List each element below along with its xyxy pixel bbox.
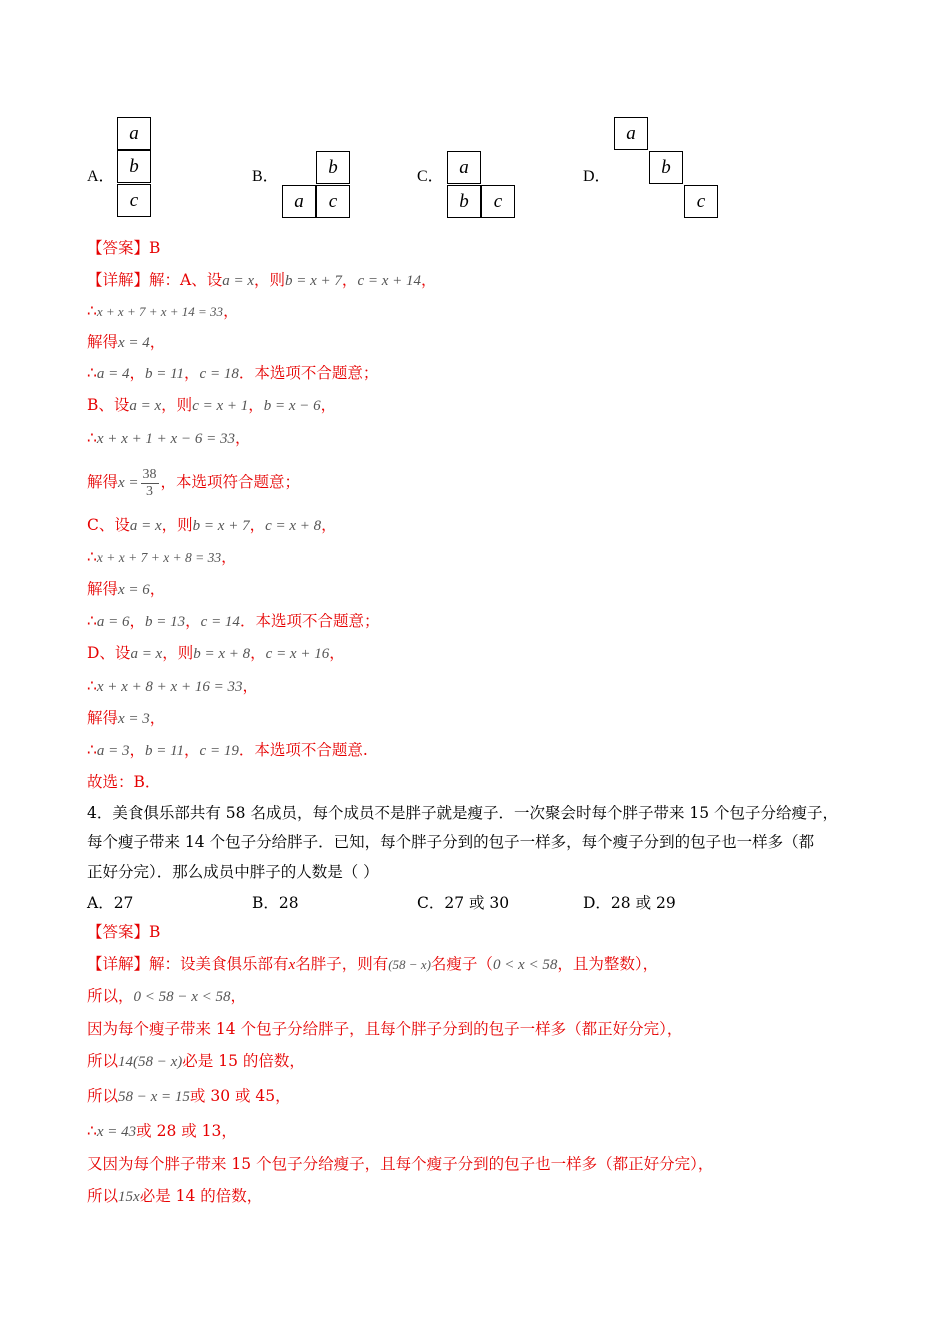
option-a-cell-bottom: c [117, 184, 151, 217]
fraction-numerator: 38 [142, 466, 157, 482]
math: a = 6 [96, 614, 130, 630]
math: x + x + 8 + x + 16 = 33 [96, 679, 243, 695]
therefore-symbol: ∴ [87, 741, 97, 759]
math: 14(58 − x) [118, 1054, 183, 1070]
text: ， [329, 644, 345, 662]
option-a-cell-middle: b [117, 150, 151, 183]
text: ， [149, 709, 166, 727]
math: x = 3 [118, 711, 150, 727]
math: x + x + 1 + x − 6 = 33 [96, 431, 235, 447]
math: x = 43 [96, 1124, 137, 1140]
detail-label: 【详解】 [87, 955, 150, 973]
q3-conclusion: 故选：B． [87, 773, 161, 791]
math: b = x + 8 [193, 646, 251, 662]
math: x + x + 7 + x + 14 = 33 [96, 304, 224, 319]
text: ．本选项不合题意； [239, 612, 380, 630]
math: x [288, 957, 296, 973]
q3-detail-line-3 [87, 332, 165, 353]
text: ， [248, 396, 264, 414]
math: x = 4 [118, 335, 150, 351]
q3-detail-line-6 [87, 428, 250, 449]
q3-detail-line-10 [87, 579, 165, 600]
therefore-symbol: ∴ [87, 302, 97, 320]
text: ， [320, 396, 337, 414]
therefore-symbol: ∴ [87, 1122, 97, 1140]
option-b-cell-right: c [316, 185, 350, 218]
q3-detail-line-7 [87, 465, 300, 500]
math: c = 14 [200, 614, 240, 630]
text: ，则 [162, 644, 194, 662]
option-c-cell-right: c [481, 185, 515, 218]
text: ， [129, 364, 146, 382]
q4-detail-line-5 [87, 1086, 291, 1107]
therefore-symbol: ∴ [87, 429, 97, 447]
q3-detail-line-15 [87, 740, 368, 761]
text: ， [234, 429, 251, 447]
text: 所以， [87, 987, 134, 1005]
q3-detail-line-13 [87, 676, 258, 697]
q4-question-line-3: 正好分完）．那么成员中胖子的人数是（ ） [87, 863, 379, 881]
text: 解：A、设 [149, 271, 223, 289]
text: 或 28 或 13， [136, 1122, 237, 1140]
math: b = x − 6 [263, 398, 321, 414]
q3-detail-line-5 [87, 395, 336, 416]
option-c-cell-left: b [447, 185, 481, 218]
q4-choice-d: D．28 或 29 [583, 894, 676, 912]
math: a = x [129, 398, 162, 414]
math: c = x + 1 [192, 398, 249, 414]
text: ，本选项符合题意； [160, 473, 301, 491]
text: ， [421, 271, 437, 289]
text: 解得 [87, 473, 119, 491]
q3-detail-line-11 [87, 611, 379, 632]
therefore-symbol: ∴ [87, 612, 97, 630]
option-b-cell-top: b [316, 151, 350, 184]
text: 解得 [87, 709, 119, 727]
text: ， [129, 612, 146, 630]
q4-question-line-2: 每个瘦子带来 14 个包子分给胖子．已知，每个胖子分到的包子一样多，每个瘦子分到的包子也一样多（都 [87, 833, 815, 851]
math: x = [118, 475, 139, 491]
q4-detail-line-6 [87, 1121, 237, 1142]
option-b-cell-left: a [282, 185, 316, 218]
text: 解：设美食俱乐部有 [149, 955, 289, 973]
text: 名胖子，则有 [295, 955, 389, 973]
text: ．本选项不合题意； [238, 364, 379, 382]
therefore-symbol: ∴ [87, 364, 97, 382]
text: ， [221, 548, 237, 566]
math: (58 − x) [388, 957, 431, 972]
q4-question-line-1: 4．美食俱乐部共有 58 名成员，每个成员不是胖子就是瘦子．一次聚会时每个胖子带来 15 个包子分给瘦子， [87, 804, 839, 822]
text: C、设 [87, 516, 130, 534]
q4-choice-c: C．27 或 30 [417, 894, 510, 912]
text: D、设 [87, 644, 131, 662]
text: ， [184, 364, 200, 382]
option-a-cell-top: a [117, 117, 151, 150]
text: 解得 [87, 333, 119, 351]
math: 0 < 58 − x < 58 [133, 989, 231, 1005]
therefore-symbol: ∴ [87, 548, 97, 566]
q3-detail-line-14 [87, 708, 165, 729]
math: a = x [130, 646, 163, 662]
text: 所以 [87, 1087, 119, 1105]
q4-detail-line-2 [87, 986, 246, 1007]
q3-detail-line-1 [87, 270, 437, 291]
math: x + x + 7 + x + 8 = 33 [96, 550, 222, 565]
fraction-denominator: 3 [146, 483, 154, 499]
math: c = 18 [199, 366, 239, 382]
math: b = x + 7 [192, 518, 250, 534]
text: ， [249, 516, 266, 534]
text: 或 30 或 45， [189, 1087, 291, 1105]
text: ， [149, 333, 166, 351]
therefore-symbol: ∴ [87, 677, 97, 695]
q3-detail-line-8 [87, 515, 337, 536]
text: ， [250, 644, 266, 662]
text: 解得 [87, 580, 119, 598]
q4-detail-line-1 [87, 954, 658, 975]
q3-detail-line-4 [87, 363, 378, 384]
text: ， [185, 612, 201, 630]
math: a = x [129, 518, 162, 534]
math: c = x + 8 [265, 518, 322, 534]
option-b-label: B． [252, 168, 279, 185]
text: ， [242, 677, 258, 695]
text: 必是 15 的倍数， [182, 1052, 305, 1070]
text: ，则 [254, 271, 286, 289]
q4-detail-line-4 [87, 1051, 305, 1072]
option-c-label: C． [417, 168, 444, 185]
q4-detail-line-3: 因为每个瘦子带来 14 个包子分给胖子，且每个胖子分到的包子一样多（都正好分完）， [87, 1020, 683, 1038]
text: ，且为整数）， [557, 955, 659, 973]
q4-choice-b: B．28 [252, 894, 299, 912]
q3-answer: 【答案】B [87, 239, 161, 257]
text: 所以 [87, 1187, 119, 1205]
q3-detail-line-2 [87, 301, 239, 322]
math: 58 − x = 15 [118, 1089, 190, 1105]
q3-detail-line-9 [87, 547, 237, 568]
text: ， [223, 302, 239, 320]
text: 名瘦子（ [430, 955, 493, 973]
q4-detail-line-7: 又因为每个胖子带来 15 个包子分给瘦子，且每个瘦子分到的包子也一样多（都正好分完）， [87, 1155, 714, 1173]
text: ，则 [161, 396, 193, 414]
option-c-cell-top: a [447, 151, 481, 184]
text: ，则 [161, 516, 193, 534]
text: ．本选项不合题意. [238, 741, 368, 759]
option-d-cell-1: a [614, 117, 648, 150]
math: 0 < x < 58 [492, 957, 558, 973]
math: c = x + 16 [265, 646, 330, 662]
q4-detail-line-8 [87, 1186, 262, 1207]
option-d-cell-2: b [649, 151, 683, 184]
text: ， [341, 271, 358, 289]
text: ， [321, 516, 337, 534]
math: c = 19 [199, 743, 239, 759]
math: b = 11 [145, 743, 185, 759]
q4-choice-a: A．27 [87, 894, 134, 912]
detail-label: 【详解】 [87, 271, 150, 289]
math: c = x + 14 [357, 273, 421, 289]
q4-answer: 【答案】B [87, 923, 161, 941]
text: ， [184, 741, 200, 759]
math: 15x [118, 1189, 140, 1205]
fraction [141, 467, 159, 500]
math: a = 4 [96, 366, 130, 382]
math: a = x [222, 273, 254, 289]
text: 必是 14 的倍数， [139, 1187, 263, 1205]
text: ， [129, 741, 146, 759]
math: a = 3 [96, 743, 130, 759]
math: x = 6 [118, 582, 150, 598]
option-a-label: A． [87, 168, 115, 185]
math: b = 11 [145, 366, 185, 382]
text: B、设 [87, 396, 130, 414]
math: b = x + 7 [285, 273, 342, 289]
q3-detail-line-12 [87, 643, 345, 664]
text: 所以 [87, 1052, 119, 1070]
text: ， [230, 987, 247, 1005]
text: ， [149, 580, 166, 598]
option-d-cell-3: c [684, 185, 718, 218]
math: b = 13 [145, 614, 186, 630]
option-d-label: D． [583, 168, 611, 185]
